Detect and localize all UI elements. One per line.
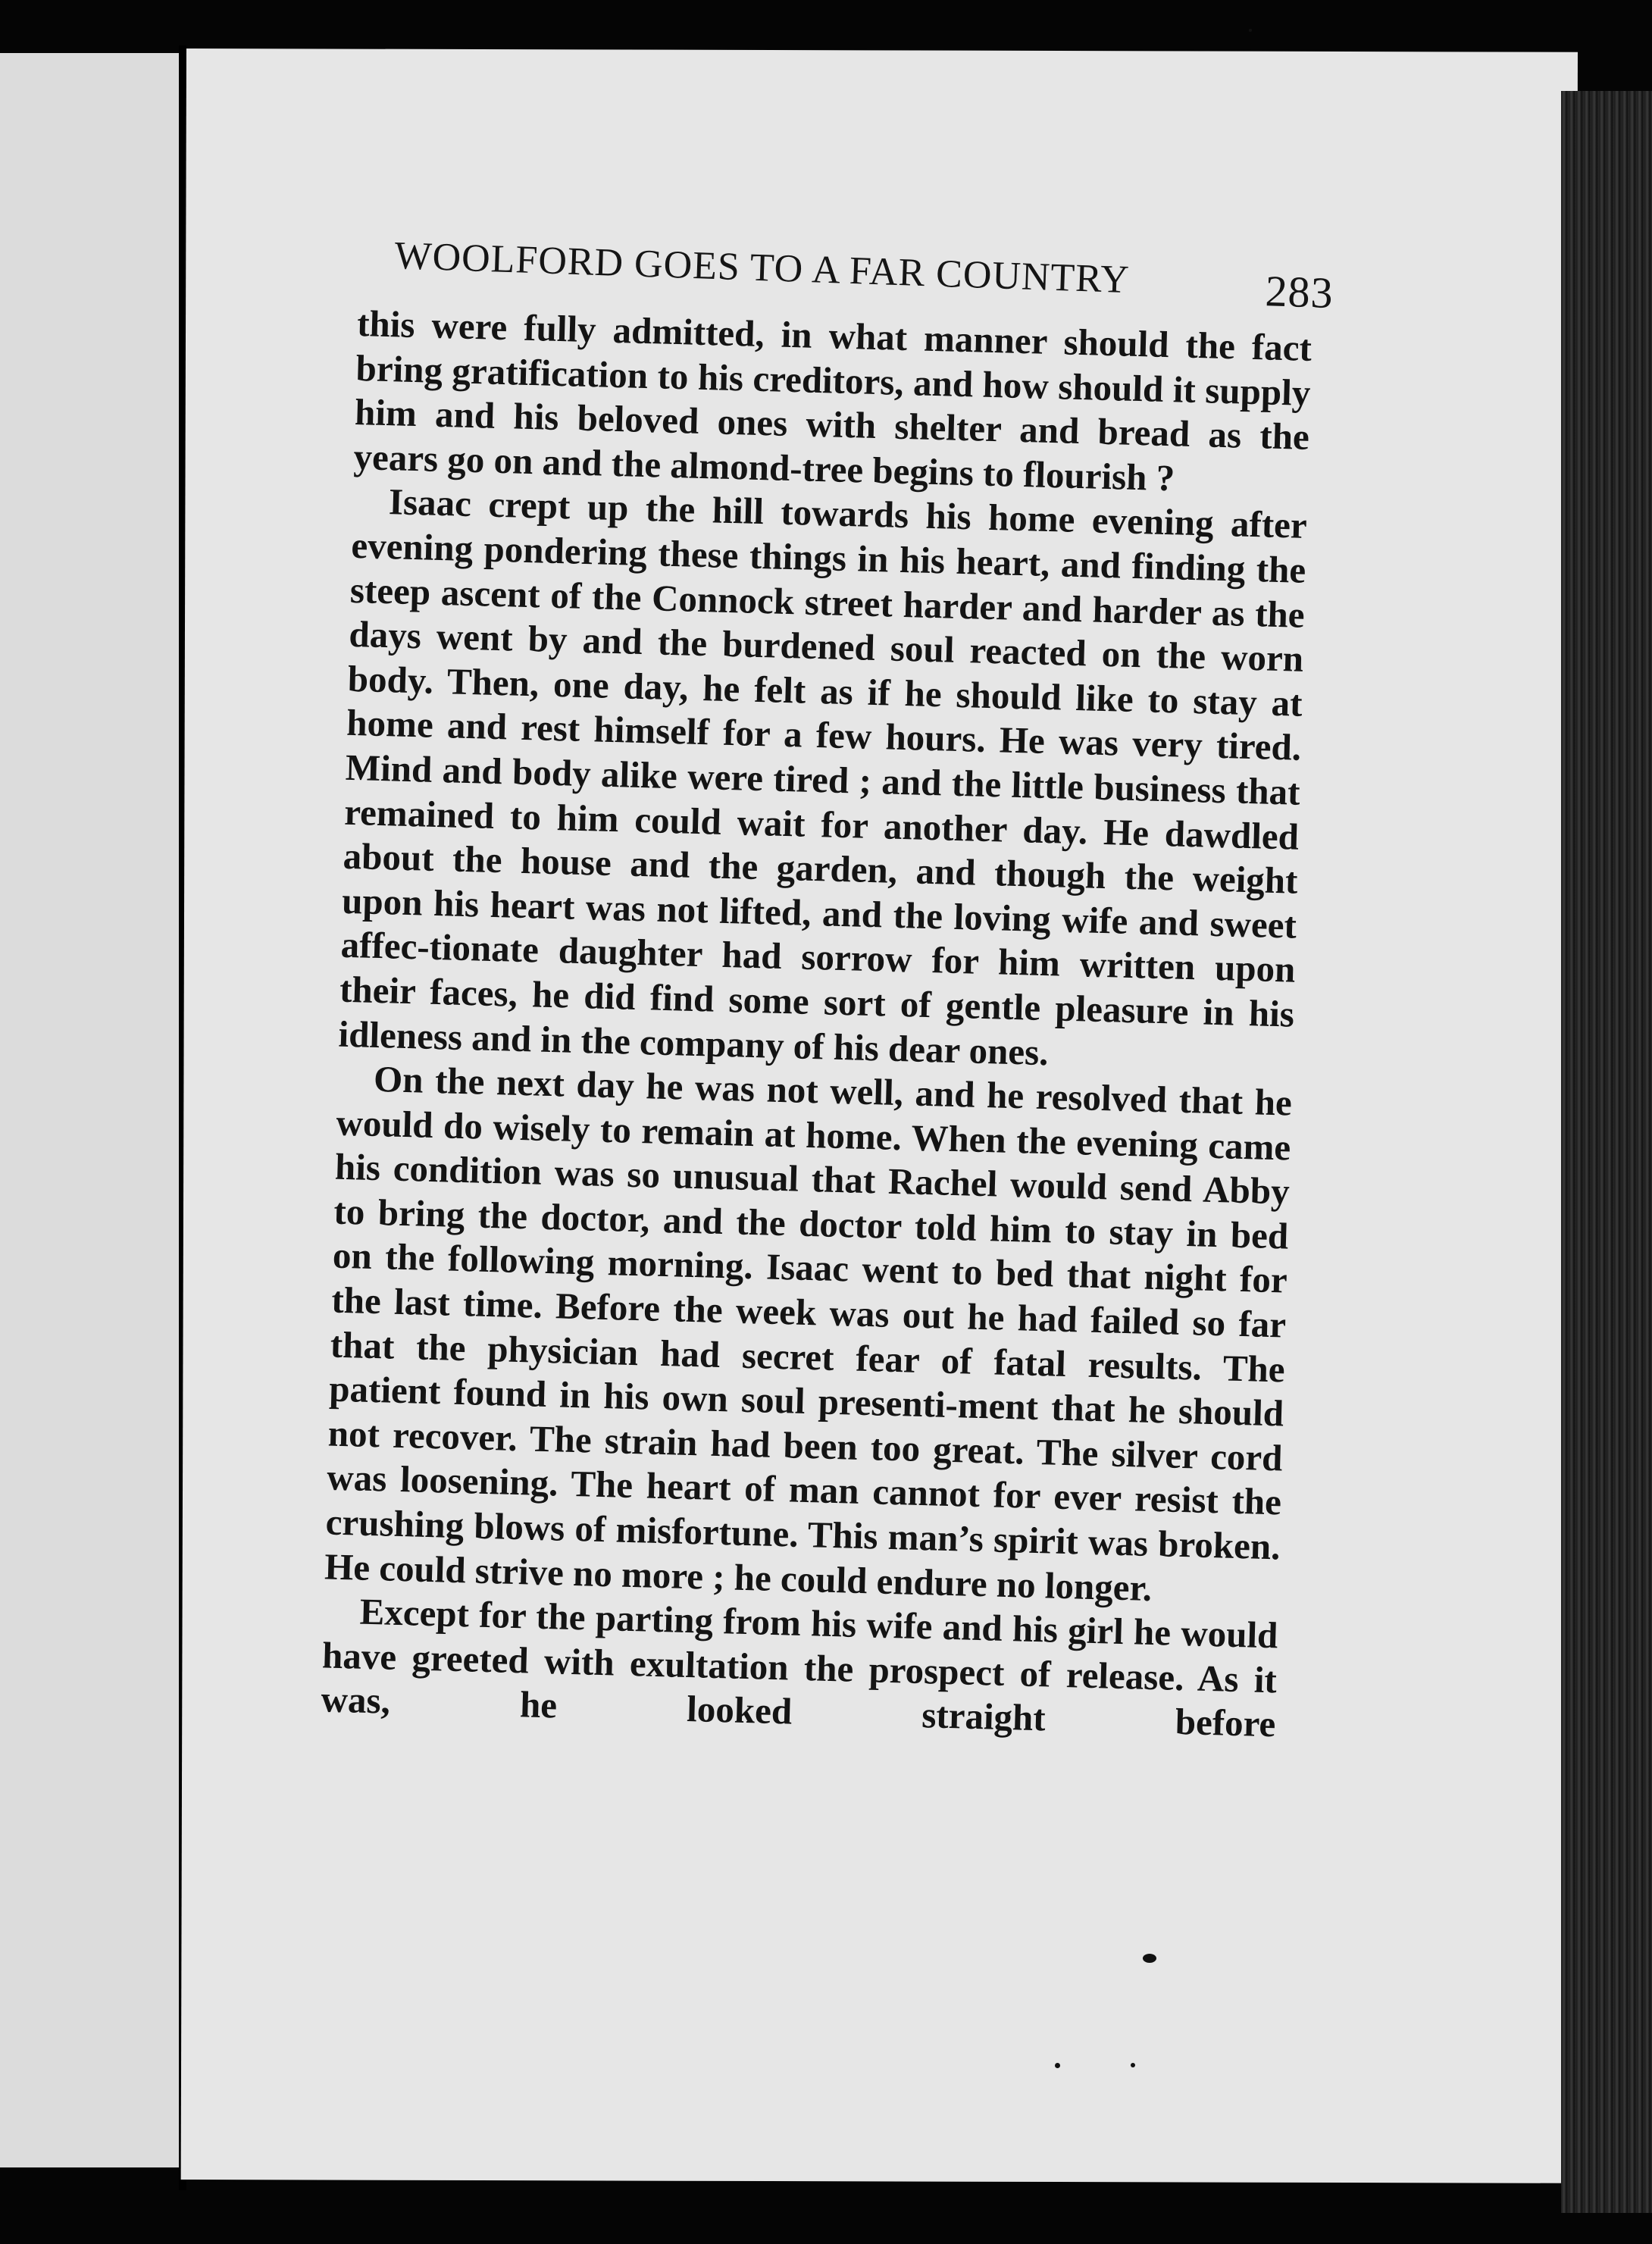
page-block-edge xyxy=(1561,91,1652,2213)
paragraph-3: On the next day he was not well, and he resolved that he would do wisely to remain at home. When the evening came his condition was so unusual that Rachel would send Abby to bring the doctor, and the doctor told him to stay in bed on the following morning. Isaac went to bed that night for the last time. Before the week was out he had failed so far that the physician had secret fear of fatal results. The patient found in his own soul presenti-ment that he should not recover. The strain had been too great. The silver cord was loosening. The heart of man cannot for ever resist the crushing blows of misfortune. This man’s spirit was broken. He could strive no more ; he could endure no longer. xyxy=(324,1058,1293,1609)
paragraph-2: Isaac crept up the hill towards his home evening after evening pondering these things in his heart, and finding the steep ascent of the Connock street harder and harder as the days went by and the burdened soul reacted on the worn body. Then, one day, he felt as if he should like to stay at home and rest himself for a few hours. He was very tired. Mind and body alike were tired ; and the little business that remained to him could wait for another day. He dawdled about the house and the garden, and though the weight upon his heart was not lifted, and the loving wife and sweet affec-tionate daughter had sorrow for him written upon their faces, he did find some sort of gentle pleasure in his idleness and in the company of his dear ones. xyxy=(337,480,1308,1073)
ink-speck xyxy=(1055,2063,1060,2068)
body-text xyxy=(314,302,1313,2008)
ink-speck xyxy=(1131,2063,1135,2067)
running-title: WOOLFORD GOES TO A FAR COUNTRY xyxy=(393,234,1131,302)
page-number: 283 xyxy=(1264,266,1334,318)
paragraph-4: Except for the parting from his wife and his girl he would have greeted with exultation the prospect of release. As it was, he looked straight before xyxy=(320,1590,1279,1745)
ink-speck xyxy=(1249,29,1252,32)
left-page-edge xyxy=(0,53,179,2167)
ink-speck xyxy=(1143,1954,1156,1963)
paragraph-1: this were fully admitted, in what manner should the fact bring gratification to his creditors, and how should it supply him and his beloved ones with shelter and bread as the years go on and the almond-tree begins to flourish ? xyxy=(352,302,1313,499)
